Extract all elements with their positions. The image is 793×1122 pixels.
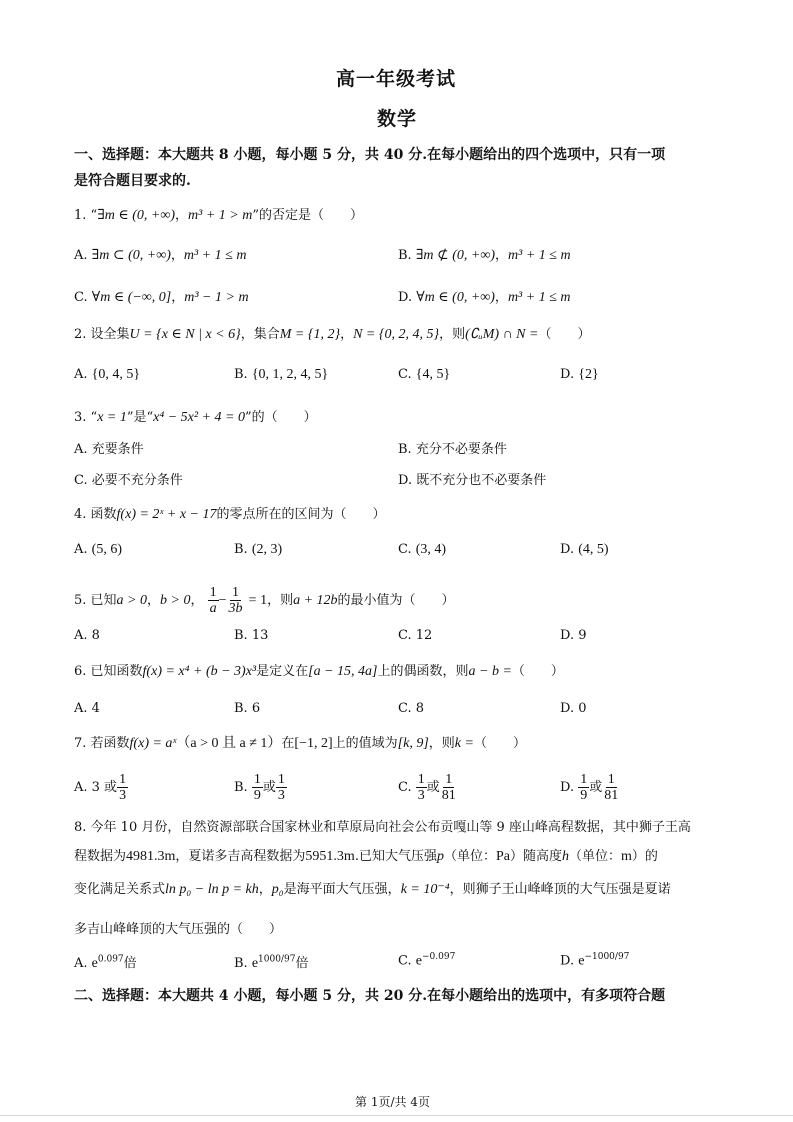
question-2-stem: 2. 设全集U = {x ∈ N | x < 6}，集合M = {1, 2}，N = {0, 2, 4, 5}，则(∁ᵤM) ∩ N =（ ） <box>74 327 591 342</box>
question-6-stem: 6. 已知函数f(x) = x⁴ + (b − 3)x³是定义在[a − 15, 4a]上的偶函数，则a − b =（ ） <box>74 664 564 679</box>
question-8-line2: 程数据为4981.3m，夏诺多吉高程数据为5951.3m.已知大气压强p（单位：Pa）随高度h（单位：m）的 <box>74 849 658 864</box>
question-7-stem: 7. 若函数f(x) = aˣ（a > 0 且 a ≠ 1）在[−1, 2]上的值域为[k, 9]，则k =（ ） <box>74 736 526 751</box>
question-5-stem: 5. 已知a > 0，b > 0， $\frac{1}{a}$ − $\frac{1}{3b}$ = 1，则a + 12b的最小值为（ ） <box>74 585 455 616</box>
page-number: 第 1页/共 4页 <box>355 1095 430 1109</box>
question-3-stem: 3. “x = 1”是“x⁴ − 5x² + 4 = 0”的（ ） <box>74 410 317 425</box>
question-4-option-b[interactable]: B. (2, 3) <box>234 542 283 557</box>
question-5-option-c[interactable]: C. 12 <box>398 628 433 643</box>
question-4-stem: 4. 函数f(x) = 2ˣ + x − 17的零点所在的区间为（ ） <box>74 507 386 522</box>
question-8-line4: 多吉山峰峰顶的大气压强的（ ） <box>74 922 283 937</box>
question-6-option-b[interactable]: B. 6 <box>234 701 261 716</box>
question-3-option-a[interactable]: A. 充要条件 <box>74 442 144 457</box>
fraction-1-over-a: $\frac{1}{a}$ <box>209 585 217 616</box>
question-8-option-d[interactable]: D. $e^{-1000/97}$ <box>560 952 630 969</box>
footer-divider <box>0 1115 793 1116</box>
question-8-option-a[interactable]: A. $e^{0.097}$倍 <box>74 954 137 971</box>
question-6-option-c[interactable]: C. 8 <box>398 701 425 716</box>
question-2-option-a[interactable]: A. {0, 4, 5} <box>74 367 141 382</box>
fraction-1-over-3b: $\frac{1}{3b}$ <box>228 585 243 616</box>
section-1-heading-line1: 一、选择题：本大题共 8 小题，每小题 5 分，共 40 分.在每小题给出的四个选项中，只有一项 <box>74 147 666 163</box>
question-1-option-a[interactable]: A. ∃m ⊂ (0, +∞)，m³ + 1 ≤ m <box>74 248 247 263</box>
question-8-line3: 变化满足关系式ln p₀ − ln p = kh，p₀是海平面大气压强，k = 10⁻⁴，则狮子王山峰峰顶的大气压强是夏诺 <box>74 882 671 897</box>
question-5-option-a[interactable]: A. 8 <box>74 628 100 643</box>
question-2-option-c[interactable]: C. {4, 5} <box>398 367 451 382</box>
question-3-option-b[interactable]: B. 充分不必要条件 <box>398 442 507 457</box>
question-7-option-b[interactable]: B. $\frac{1}{9}$ 或 $\frac{1}{3}$ <box>234 772 285 803</box>
question-2-option-b[interactable]: B. {0, 1, 2, 4, 5} <box>234 367 329 382</box>
question-4-option-a[interactable]: A. (5, 6) <box>74 542 122 557</box>
question-1-option-c[interactable]: C. ∀m ∈ (−∞, 0]，m³ − 1 > m <box>74 290 249 305</box>
question-7-option-d[interactable]: D. $\frac{1}{9}$ 或 $\frac{1}{81}$ <box>560 772 619 803</box>
question-8-line1: 8. 今年 10 月份，自然资源部联合国家林业和草原局向社会公布贡嘎山等 9 座山峰高程数据，其中狮子王高 <box>74 820 691 835</box>
question-6-option-a[interactable]: A. 4 <box>74 701 100 716</box>
question-7-option-c[interactable]: C. $\frac{1}{3}$ 或 $\frac{1}{81}$ <box>398 772 456 803</box>
section-1-heading-line2: 是符合题目要求的. <box>74 173 191 189</box>
question-2-option-d[interactable]: D. {2} <box>560 367 599 382</box>
question-5-option-b[interactable]: B. 13 <box>234 628 269 643</box>
section-2-heading-line1: 二、选择题：本大题共 4 小题，每小题 5 分，共 20 分.在每小题给出的选项中，有多项符合题 <box>74 988 666 1004</box>
question-3-option-c[interactable]: C. 必要不充分条件 <box>74 473 183 488</box>
question-3-option-d[interactable]: D. 既不充分也不必要条件 <box>398 473 547 488</box>
question-8-option-b[interactable]: B. $e^{1000/97}$倍 <box>234 954 309 971</box>
question-1-option-d[interactable]: D. ∀m ∈ (0, +∞)，m³ + 1 ≤ m <box>398 290 571 305</box>
question-6-option-d[interactable]: D. 0 <box>560 701 587 716</box>
question-5-option-d[interactable]: D. 9 <box>560 628 587 643</box>
question-1-stem: 1. “∃m ∈ (0, +∞)，m³ + 1 > m”的否定是（ ） <box>74 208 363 223</box>
question-1-option-b[interactable]: B. ∃m ⊄ (0, +∞)，m³ + 1 ≤ m <box>398 248 571 263</box>
question-8-option-c[interactable]: C. $e^{-0.097}$ <box>398 952 456 969</box>
question-4-option-c[interactable]: C. (3, 4) <box>398 542 447 557</box>
question-7-option-a[interactable]: A. 3 或 $\frac{1}{3}$ <box>74 772 127 803</box>
exam-title: 高一年级考试 <box>336 68 457 90</box>
question-4-option-d[interactable]: D. (4, 5) <box>560 542 609 557</box>
subject-title: 数学 <box>377 108 418 130</box>
